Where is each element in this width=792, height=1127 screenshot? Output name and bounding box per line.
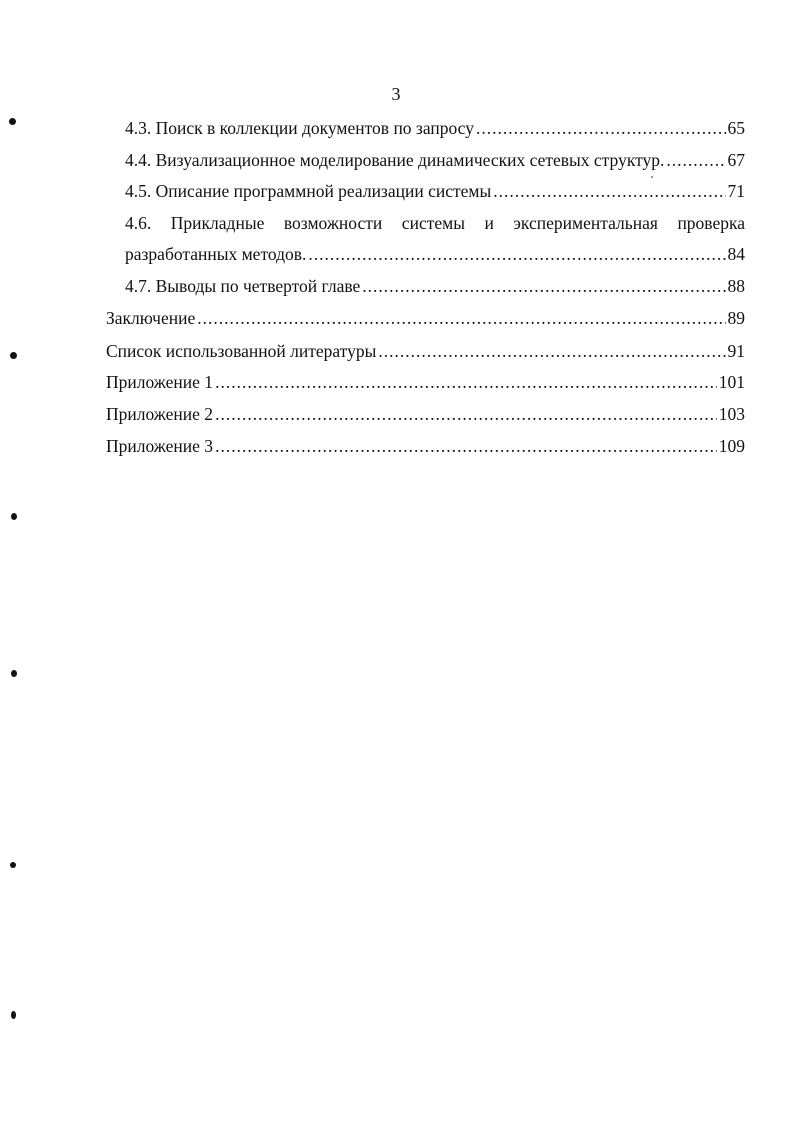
toc-entry-page: 103 bbox=[718, 404, 745, 424]
toc-entry-page: 89 bbox=[727, 308, 745, 328]
toc-entry-title: 4.5. Описание программной реализации системы bbox=[125, 181, 492, 201]
binding-hole-mark bbox=[9, 118, 16, 125]
toc-entry-title: 4.3. Поиск в коллекции документов по запросу bbox=[125, 118, 474, 138]
speck-mark bbox=[651, 176, 653, 178]
toc-entry-title: Список использованной литературы bbox=[106, 341, 377, 361]
toc-entry-page: 65 bbox=[727, 118, 745, 138]
binding-hole-mark bbox=[10, 352, 17, 359]
toc-entry-title: Заключение bbox=[106, 308, 196, 328]
toc-entry-4-6-line1[interactable]: 4.6. Прикладные возможности системы и экспериментальная проверка bbox=[125, 213, 745, 233]
toc-entry-4-4[interactable] bbox=[125, 148, 745, 172]
binding-hole-mark bbox=[11, 513, 17, 520]
toc-entry-title: Приложение 2 bbox=[106, 404, 214, 424]
toc-entry-page: 67 bbox=[727, 150, 745, 170]
toc-entry-appendix-3[interactable] bbox=[106, 434, 745, 458]
toc-leader-dots bbox=[666, 148, 725, 172]
toc-entry-page: 101 bbox=[718, 372, 745, 392]
toc-leader-dots bbox=[493, 179, 725, 203]
toc-entry-page: 71 bbox=[727, 181, 745, 201]
toc-entry-title: 4.7. Выводы по четвертой главе bbox=[125, 276, 361, 296]
page-number: 3 bbox=[391, 84, 401, 104]
toc-leader-dots bbox=[197, 306, 725, 330]
toc-leader-dots bbox=[308, 242, 725, 266]
binding-hole-mark bbox=[11, 670, 17, 677]
toc-leader-dots bbox=[362, 274, 725, 298]
toc-leader-dots bbox=[476, 116, 726, 140]
toc-entry-appendix-2[interactable] bbox=[106, 402, 745, 426]
toc-entry-conclusion[interactable] bbox=[106, 306, 745, 330]
toc-leader-dots bbox=[215, 402, 717, 426]
toc-entry-4-5[interactable] bbox=[125, 179, 745, 203]
toc-entry-references[interactable] bbox=[106, 339, 745, 363]
toc-entry-page: 84 bbox=[727, 244, 745, 264]
toc-entry-page: 109 bbox=[718, 436, 745, 456]
binding-hole-mark bbox=[10, 862, 16, 868]
toc-entry-4-7[interactable] bbox=[125, 274, 745, 298]
toc-leader-dots bbox=[215, 370, 717, 394]
toc-entry-title: Приложение 1 bbox=[106, 372, 214, 392]
toc-entry-title: разработанных методов. bbox=[125, 244, 307, 264]
toc-entry-4-3[interactable] bbox=[125, 116, 745, 140]
binding-hole-mark bbox=[11, 1011, 16, 1019]
toc-entry-page: 91 bbox=[727, 341, 745, 361]
toc-leader-dots bbox=[378, 339, 725, 363]
toc-leader-dots bbox=[215, 434, 717, 458]
toc-entry-appendix-1[interactable] bbox=[106, 370, 745, 394]
toc-entry-title: 4.4. Визуализационное моделирование динамических сетевых структур. bbox=[125, 150, 665, 170]
toc-entry-4-6[interactable] bbox=[125, 242, 745, 266]
toc-entry-page: 88 bbox=[727, 276, 745, 296]
toc-entry-title: Приложение 3 bbox=[106, 436, 214, 456]
